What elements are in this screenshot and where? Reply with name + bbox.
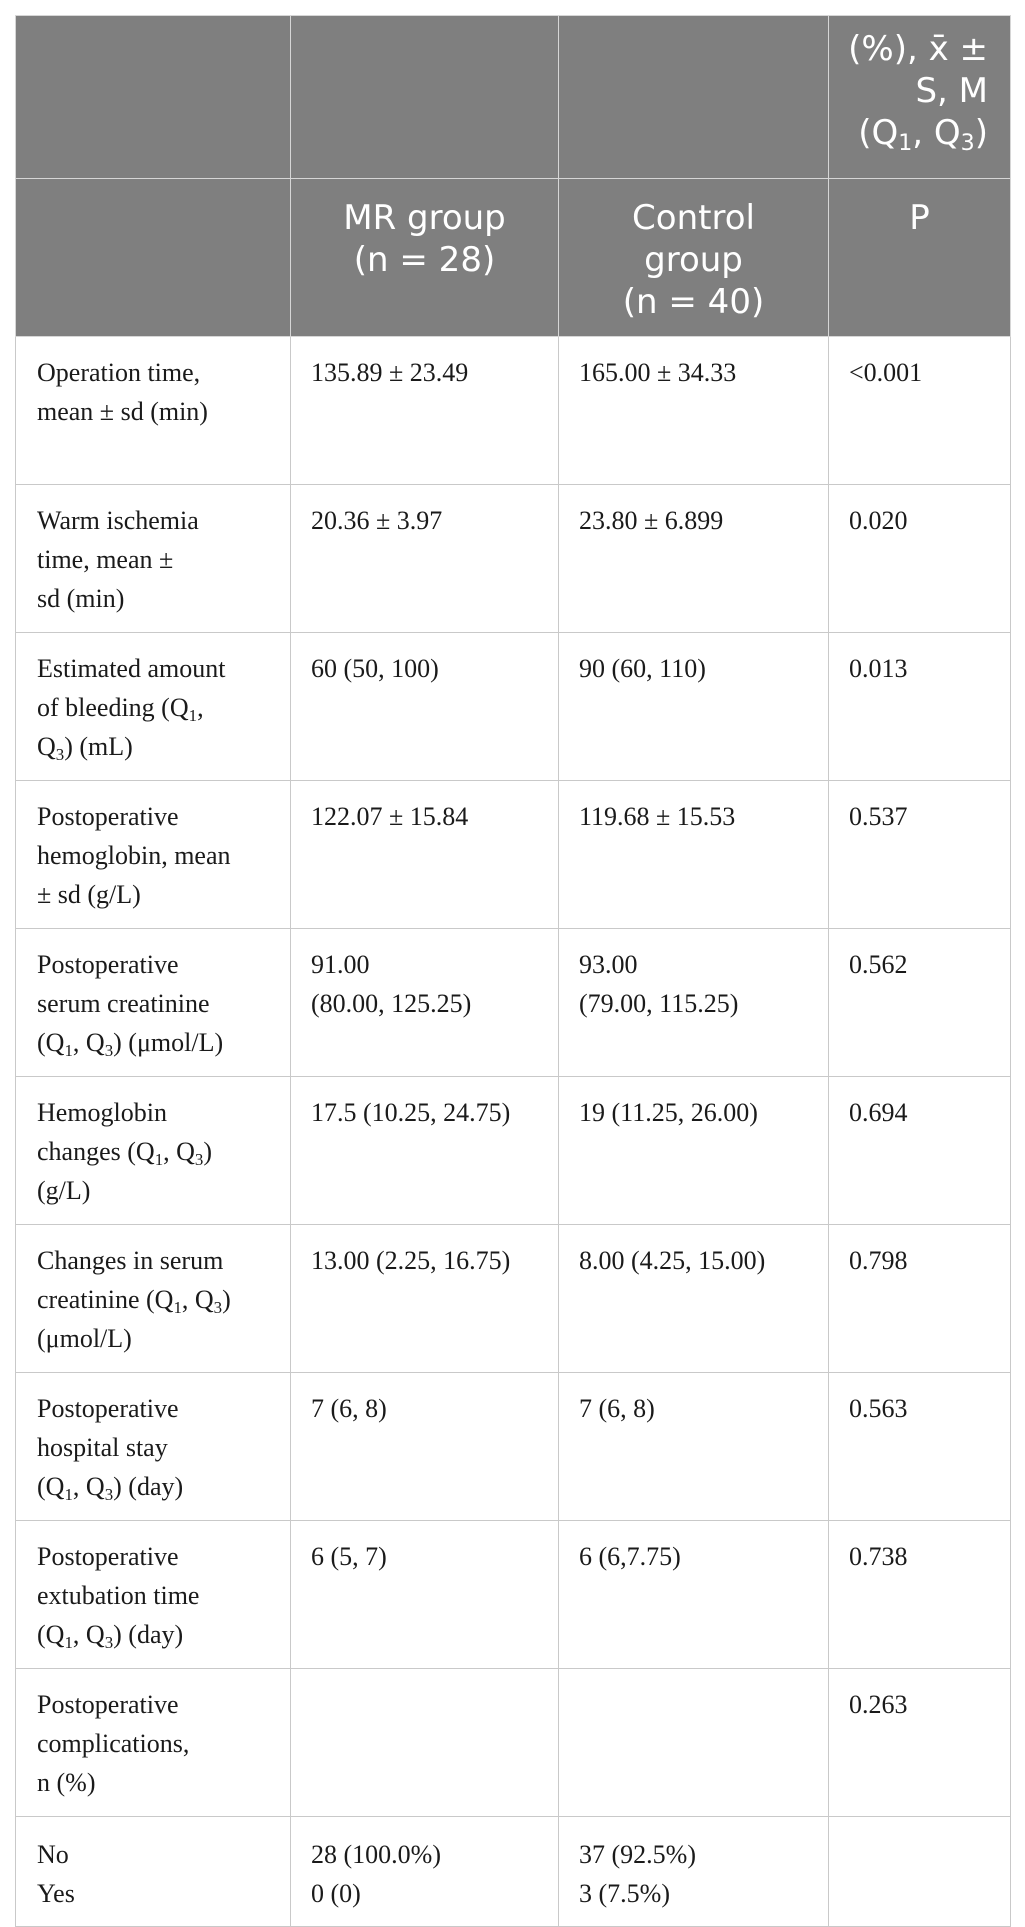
mr-value-line: 135.89 ± 23.49 <box>311 358 469 387</box>
p-value-text: 0.563 <box>849 1394 908 1423</box>
mr-value <box>291 781 559 929</box>
p-value-text: 0.738 <box>849 1542 908 1571</box>
header-line: Control <box>632 198 755 238</box>
header-empty-cell <box>16 16 291 179</box>
mr-value-line: 0 (0) <box>311 1879 361 1908</box>
row-label-line: $Q_3$) (mL) <box>37 732 133 764</box>
control-value <box>559 337 829 485</box>
row-label-line: hospital stay <box>37 1433 168 1462</box>
row-label-line: creatinine ($Q_1$, $Q_3$) <box>37 1285 231 1317</box>
header-line: (n = 28) <box>353 240 496 280</box>
header-line: (n = 40) <box>622 282 765 322</box>
mr-value-line: 7 (6, 8) <box>311 1394 387 1423</box>
header-line: MR group <box>343 198 506 238</box>
row-label-line: ($Q_1$, $Q_3$) (μmol/L) <box>37 1028 224 1060</box>
control-value <box>559 1817 829 1927</box>
table-row <box>16 485 1011 633</box>
control-value <box>559 1669 829 1817</box>
mr-value <box>291 1225 559 1373</box>
control-value <box>559 1077 829 1225</box>
header-line: P <box>909 198 930 238</box>
control-value <box>559 485 829 633</box>
row-label <box>16 1521 291 1669</box>
header-empty-cell <box>16 179 291 337</box>
mr-value <box>291 1521 559 1669</box>
control-value-line: 3 (7.5%) <box>579 1879 670 1908</box>
row-label-line: sd (min) <box>37 584 125 613</box>
control-value <box>559 1225 829 1373</box>
mr-value <box>291 485 559 633</box>
row-label-line: (μmol/L) <box>37 1324 132 1353</box>
row-label <box>16 1817 291 1927</box>
p-value <box>829 633 1011 781</box>
mr-value-line: 17.5 (10.25, 24.75) <box>311 1098 511 1127</box>
p-value <box>829 781 1011 929</box>
row-label-line: No <box>37 1840 69 1869</box>
p-value-text: <0.001 <box>849 358 923 387</box>
mr-value <box>291 337 559 485</box>
control-value-line: 93.00 <box>579 950 638 979</box>
header-empty-cell <box>291 16 559 179</box>
mr-value-line: 28 (100.0%) <box>311 1840 441 1869</box>
mr-value-line: 6 (5, 7) <box>311 1542 387 1571</box>
table-row <box>16 337 1011 485</box>
row-label-line: Yes <box>37 1879 75 1908</box>
p-value-text: 0.798 <box>849 1246 908 1275</box>
row-label-line: Estimated amount <box>37 654 226 683</box>
stat-note-line: (%), x̄ ± <box>848 29 988 69</box>
p-value <box>829 1669 1011 1817</box>
row-label-line: ($Q_1$, $Q_3$) (day) <box>37 1472 184 1504</box>
table-row <box>16 633 1011 781</box>
control-value-line: 23.80 ± 6.899 <box>579 506 724 535</box>
mr-value <box>291 1373 559 1521</box>
table-row <box>16 781 1011 929</box>
p-value <box>829 1817 1011 1927</box>
row-label-line: Warm ischemia <box>37 506 199 535</box>
mr-value <box>291 1669 559 1817</box>
control-value-line: 90 (60, 110) <box>579 654 706 683</box>
row-label <box>16 929 291 1077</box>
row-label <box>16 1669 291 1817</box>
row-label-line: ± sd (g/L) <box>37 880 141 909</box>
p-value <box>829 1077 1011 1225</box>
row-label-line: hemoglobin, mean <box>37 841 231 870</box>
row-label <box>16 337 291 485</box>
control-value-line: 19 (11.25, 26.00) <box>579 1098 758 1127</box>
p-value-text: 0.013 <box>849 654 908 683</box>
p-value <box>829 485 1011 633</box>
row-label-line: Postoperative <box>37 950 179 979</box>
row-label-line: n (%) <box>37 1768 96 1797</box>
header-control-group <box>559 179 829 337</box>
table-body <box>16 337 1011 1927</box>
row-label-line: changes ($Q_1$, $Q_3$) <box>37 1137 213 1169</box>
p-value-text: 0.263 <box>849 1690 908 1719</box>
row-label-line: Postoperative <box>37 1690 179 1719</box>
p-value <box>829 929 1011 1077</box>
mr-value-line: 60 (50, 100) <box>311 654 439 683</box>
header-stat-note <box>829 16 1011 179</box>
control-value <box>559 781 829 929</box>
p-value <box>829 1373 1011 1521</box>
row-label-line: extubation time <box>37 1581 200 1610</box>
row-label <box>16 633 291 781</box>
mr-value-line: 20.36 ± 3.97 <box>311 506 443 535</box>
row-label-line: Operation time, <box>37 358 201 387</box>
control-value-line: 6 (6,7.75) <box>579 1542 681 1571</box>
header-row-top <box>16 16 1011 179</box>
header-mr-group <box>291 179 559 337</box>
p-value-text: 0.562 <box>849 950 908 979</box>
stat-note-line: S, M <box>915 71 988 111</box>
mr-value <box>291 1817 559 1927</box>
row-label-line: Postoperative <box>37 1542 179 1571</box>
p-value <box>829 1225 1011 1373</box>
p-value-text: 0.020 <box>849 506 908 535</box>
mr-value-line: 13.00 (2.25, 16.75) <box>311 1246 511 1275</box>
row-label <box>16 485 291 633</box>
row-label-line: Changes in serum <box>37 1246 224 1275</box>
header-empty-cell <box>559 16 829 179</box>
row-label <box>16 1373 291 1521</box>
control-value-line: 37 (92.5%) <box>579 1840 696 1869</box>
p-value <box>829 337 1011 485</box>
control-value-line: 119.68 ± 15.53 <box>579 802 736 831</box>
row-label <box>16 781 291 929</box>
stat-note-line: ($Q_1$, $Q_3$) <box>858 113 988 157</box>
results-table <box>15 15 1011 1927</box>
control-value <box>559 929 829 1077</box>
mr-value <box>291 929 559 1077</box>
row-label-line: ($Q_1$, $Q_3$) (day) <box>37 1620 184 1652</box>
control-value-line: 7 (6, 8) <box>579 1394 655 1423</box>
row-label-line: Postoperative <box>37 1394 179 1423</box>
row-label-line: time, mean ± <box>37 545 174 574</box>
row-label <box>16 1077 291 1225</box>
control-value-line: 8.00 (4.25, 15.00) <box>579 1246 766 1275</box>
p-value <box>829 1521 1011 1669</box>
control-value-line: (79.00, 115.25) <box>579 989 739 1018</box>
p-value-text: 0.694 <box>849 1098 908 1127</box>
table-row <box>16 929 1011 1077</box>
control-value <box>559 633 829 781</box>
p-value-text: 0.537 <box>849 802 908 831</box>
table-row <box>16 1521 1011 1669</box>
table-row <box>16 1373 1011 1521</box>
mr-value-line: (80.00, 125.25) <box>311 989 472 1018</box>
table-row <box>16 1817 1011 1927</box>
control-value-line: 165.00 ± 34.33 <box>579 358 737 387</box>
table-row <box>16 1077 1011 1225</box>
row-label-line: Hemoglobin <box>37 1098 167 1127</box>
header-p-value <box>829 179 1011 337</box>
row-label-line: Postoperative <box>37 802 179 831</box>
row-label-line: mean ± sd (min) <box>37 397 208 426</box>
header-line: group <box>644 240 743 280</box>
row-label-line: (g/L) <box>37 1176 91 1205</box>
row-label-line: of bleeding ($Q_1$, <box>37 693 204 725</box>
mr-value-line: 122.07 ± 15.84 <box>311 802 469 831</box>
table-row <box>16 1669 1011 1817</box>
mr-value <box>291 633 559 781</box>
header-row-columns <box>16 179 1011 337</box>
mr-value <box>291 1077 559 1225</box>
mr-value-line: 91.00 <box>311 950 370 979</box>
control-value <box>559 1373 829 1521</box>
row-label-line: complications, <box>37 1729 190 1758</box>
control-value <box>559 1521 829 1669</box>
row-label <box>16 1225 291 1373</box>
row-label-line: serum creatinine <box>37 989 210 1018</box>
table-row <box>16 1225 1011 1373</box>
